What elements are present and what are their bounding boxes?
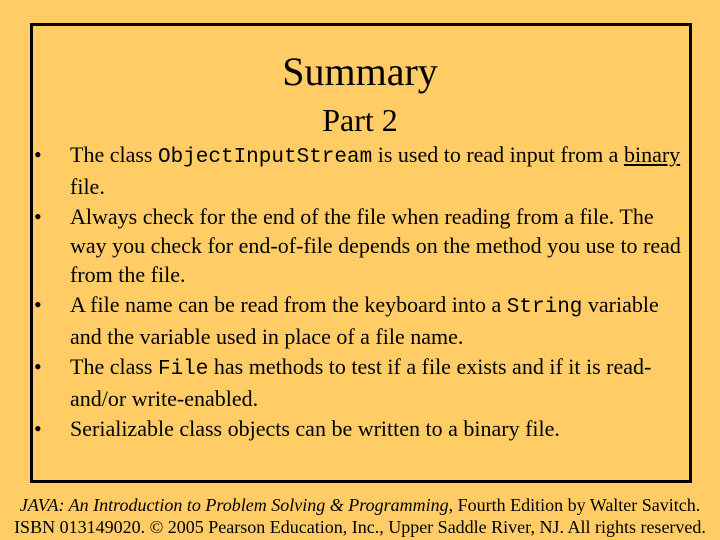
bullet-icon: • — [34, 416, 42, 441]
bullet-list — [34, 140, 684, 444]
slide-subtitle — [0, 100, 720, 140]
bullet-icon: • — [34, 142, 42, 167]
bullet-icon: • — [34, 354, 42, 379]
underlined-text: binary — [623, 142, 681, 167]
bullet-item — [34, 140, 684, 201]
footer-line-1 — [0, 494, 720, 516]
title-text: Summary — [282, 49, 438, 94]
slide-title — [0, 48, 720, 96]
bullet-text: The class — [70, 354, 158, 379]
slide-footer — [0, 494, 720, 538]
bullet-text: file. — [70, 174, 105, 199]
bullet-item — [34, 290, 684, 351]
bullet-item — [34, 202, 684, 289]
bullet-text: Always check for the end of the file when reading from a file. The way you check for end-of-file depends on the method you use to read from the file. — [70, 204, 681, 287]
edition-text: , Fourth Edition by Walter Savitch. — [448, 495, 701, 515]
code-text: File — [157, 358, 209, 381]
bullet-icon: • — [34, 292, 42, 317]
bullet-text: Serializable class objects can be written to a binary file. — [70, 416, 560, 441]
bullet-item — [34, 414, 684, 443]
code-text: ObjectInputStream — [157, 146, 373, 169]
code-text: String — [506, 296, 583, 319]
bullet-text: variable and the variable used in place of a file name. — [70, 292, 659, 349]
subtitle-text: Part 2 — [322, 102, 398, 138]
footer-line-2: ISBN 013149020. © 2005 Pearson Education, Inc., Upper Saddle River, NJ. All rights reserved. — [14, 517, 706, 537]
bullet-text: has methods to test if a file exists and if it is read- and/or write-enabled. — [70, 354, 652, 411]
book-title: JAVA: An Introduction to Problem Solving & Programming — [19, 495, 449, 515]
bullet-text: The class — [70, 142, 158, 167]
bullet-text: A file name can be read from the keyboard into a — [70, 292, 507, 317]
bullet-icon: • — [34, 204, 42, 229]
bullet-item — [34, 352, 684, 413]
bullet-text: is used to read input from a — [372, 142, 624, 167]
